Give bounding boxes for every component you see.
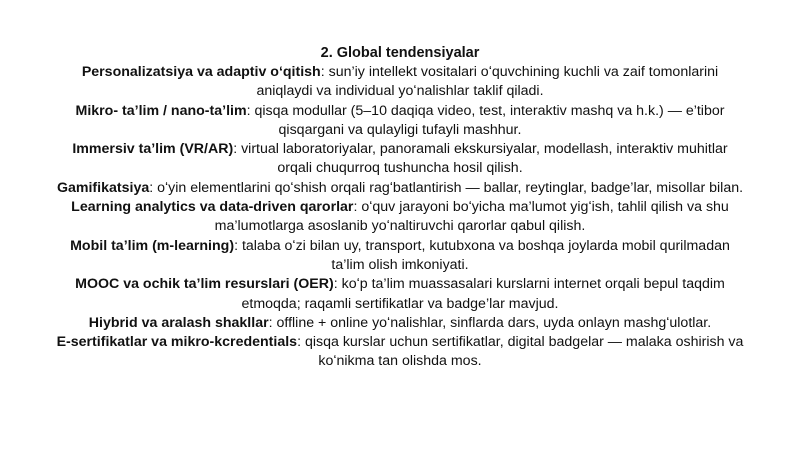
item-text: : offline + online yoʻnalishlar, sinflarda dars, uyda onlayn mashgʻulotlar. [268,314,712,331]
item-text: : virtual laboratoriyalar, panoramali ekskursiyalar, modellash, interaktiv muhitlar orqali chuqurroq tushuncha hosil qilish. [233,141,728,177]
list-item-mooc [55,275,745,314]
slide-title: 2. Global tendensiyalar [320,45,480,61]
item-term: Gamifikatsiya [56,179,150,196]
item-term: Mobil ta’lim (m-learning) [70,237,235,254]
item-text-analytics: : oʻquv jarayoni boʻyicha ma’lumot yigʻish, tahlil qilish va shu ma’lumotlarga asoslanib yoʻnaltiruvchi qarorlar qabul qilish. [214,199,729,235]
list-item-gamification [55,179,745,237]
item-term: Mikro- ta’lim / nano-ta’lim [75,102,247,119]
item-term: Personalizatsiya va adaptiv oʻqitish [81,64,321,80]
item-text: : oʻyin elementlarini qoʻshish orqali ragʻbatlantirish — ballar, reytinglar, badge’lar, misollar bilan. [149,179,744,196]
list-item-e-certificates [55,333,745,372]
item-term: MOOC va ochik ta’lim resurslari (OER) [75,276,334,293]
item-term: Hiybrid va aralash shakllar [88,314,269,331]
item-term: E-sertifikatlar va mikro-kcredentials [56,334,298,351]
item-term: Immersiv ta’lim (VR/AR) [72,141,234,158]
list-item-personalization [55,63,745,102]
item-term-analytics: Learning analytics va data-driven qarorlar [71,199,354,216]
list-item-hybrid [55,314,745,333]
slide-body [55,63,745,372]
item-text: : sun’iy intellekt vositalari oʻquvchining kuchli va zaif tomonlarini aniqlaydi va individual yoʻnalishlar taklif qiladi. [256,64,719,100]
item-text: : qisqa kurslar uchun sertifikatlar, digital badgelar — malaka oshirish va koʻnikma tan olishda mos. [297,334,744,370]
item-text: : koʻp ta’lim muassasalari kurslarni internet orqali bepul taqdim etmoqda; raqamli sertifikatlar va badge’lar mavjud. [241,276,725,312]
item-text: : talaba oʻzi bilan uy, transport, kutubxona va boshqa joylarda mobil qurilmadan ta’lim olish imkoniyati. [234,237,730,273]
list-item-immersive [55,140,745,179]
list-item-mobile-learning [55,237,745,276]
item-text: : qisqa modullar (5–10 daqiqa video, test, interaktiv mashq va h.k.) — e’tibor qisqargani va qulayligi tufayli mashhur. [246,102,725,138]
list-item-microlearning [55,102,745,141]
